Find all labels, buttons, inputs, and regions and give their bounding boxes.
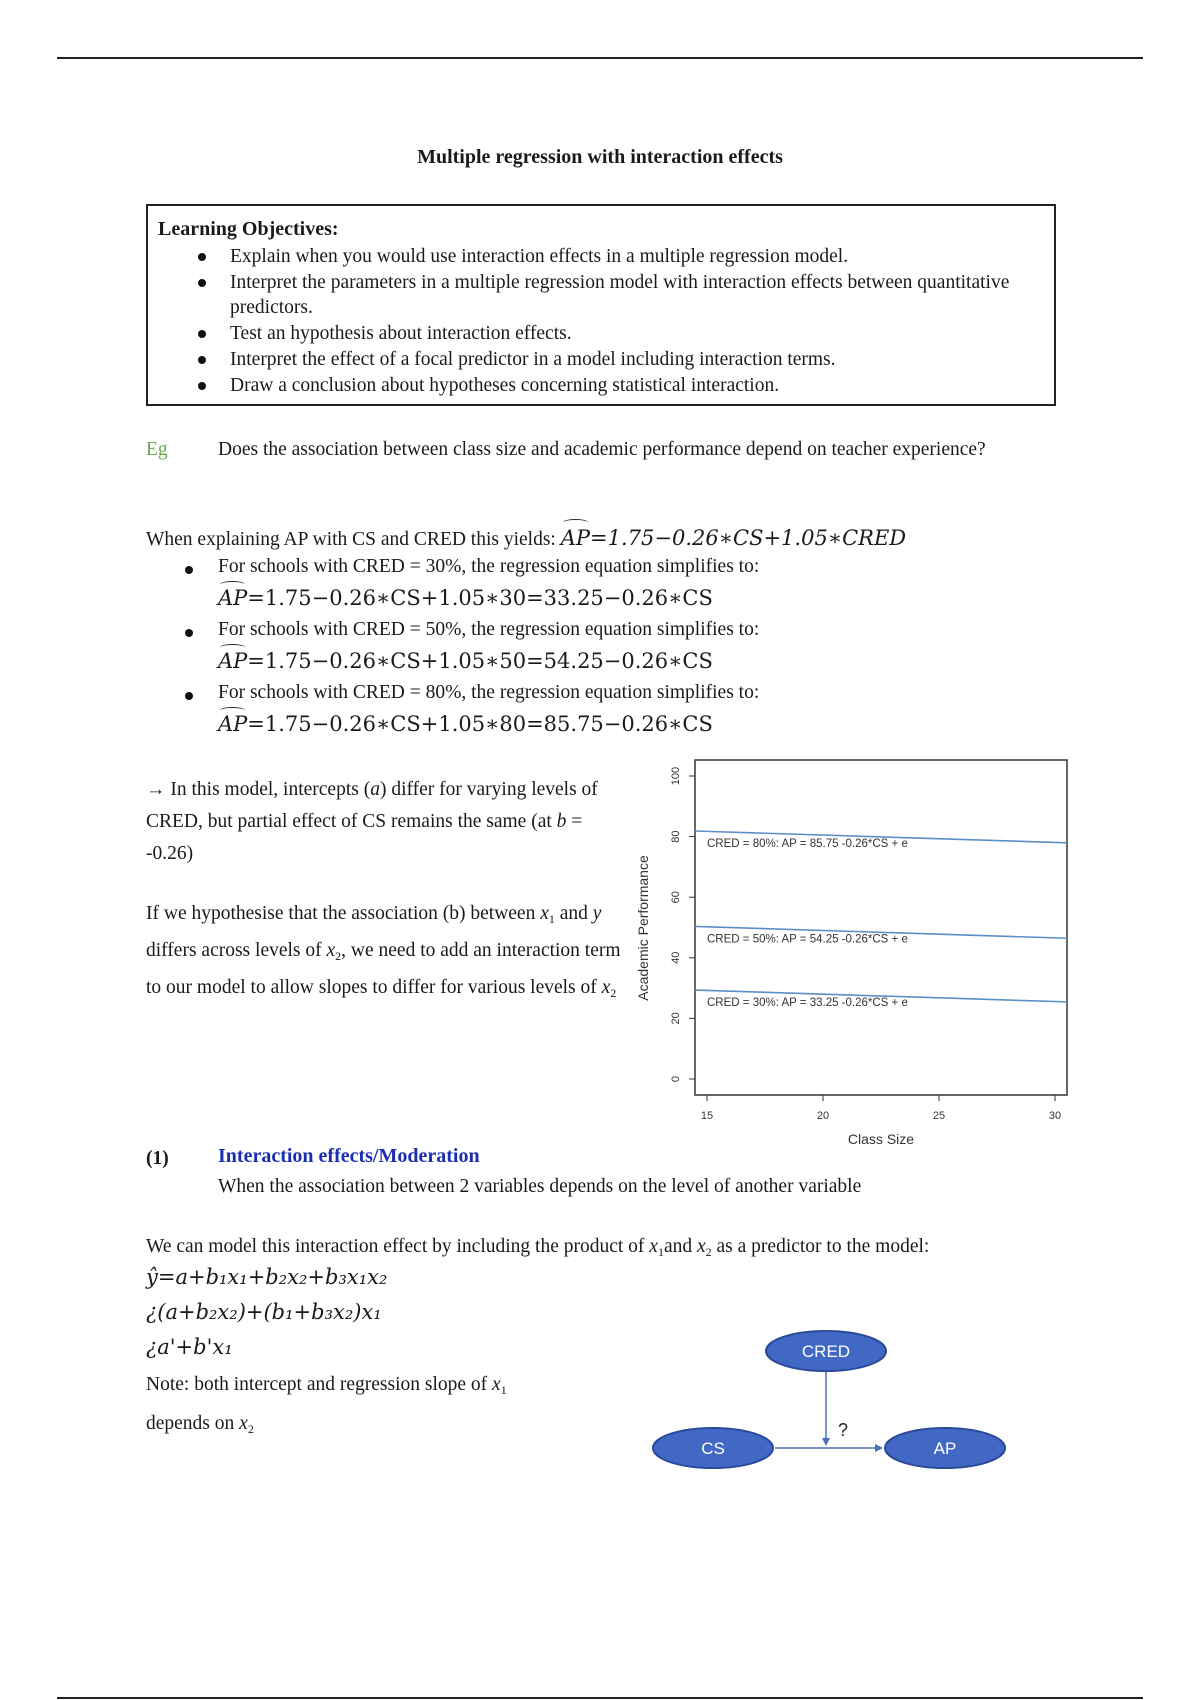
model-equation: AP=1.75−0.26∗CS+1.05∗CRED — [560, 526, 907, 550]
section-text: When the association between 2 variables depends on the level of another variable — [218, 1176, 862, 1197]
list-item: Interpret the parameters in a multiple regression model with interaction effects between quantitative predictors. — [148, 270, 1054, 320]
case-item: For schools with CRED = 30%, the regression equation simplifies to: — [175, 556, 759, 578]
bullet-icon — [185, 629, 193, 637]
interaction-note: Note: both intercept and regression slope of $x_1$ depends on $x_2$ — [146, 1374, 507, 1436]
outcome-label: AP — [933, 1439, 957, 1458]
model-intro: When explaining AP with CS and CRED this yields: AP=1.75−0.26∗CS+1.05∗CRED — [146, 526, 907, 550]
bullet-icon — [198, 253, 206, 261]
hypothesis-explanation: If we hypothesise that the association (b) between $x_1$ and y differs across levels of $x_2$, we need to add an interaction term to our model to allow slopes to differ for various levels of $x_2$ — [146, 903, 621, 1000]
list-item: Test an hypothesis about interaction effects. — [148, 321, 1054, 346]
bullet-icon — [198, 382, 206, 390]
series-label: CRED = 80%: AP = 85.75 -0.26*CS + e — [707, 837, 908, 850]
interaction-intro: We can model this interaction effect by including the product of $x_1and$ $x_2$ as a predictor to the model: — [146, 1236, 930, 1259]
bullet-icon — [198, 356, 206, 364]
section-number: (1) — [146, 1148, 169, 1169]
list-item: Draw a conclusion about hypotheses concerning statistical interaction. — [148, 373, 1054, 398]
bullet-icon — [185, 692, 193, 700]
x-tick-label: 25 — [932, 1110, 946, 1122]
section-heading: Interaction effects/Moderation — [218, 1145, 480, 1167]
moderation-question: ? — [838, 1420, 849, 1440]
x-tick-label: 15 — [700, 1110, 714, 1122]
y-axis-label: Academic Performance — [635, 855, 651, 1001]
moderation-diagram — [640, 1320, 1020, 1480]
bullet-icon — [185, 566, 193, 574]
y-tick-label: 20 — [670, 1012, 682, 1025]
case-equation: AP=1.75−0.26∗CS+1.05∗30=33.25−0.26∗CS — [218, 586, 713, 610]
arrowhead-icon — [875, 1444, 883, 1452]
regression-lines-chart — [630, 750, 1090, 1160]
x-tick-label: 30 — [1048, 1110, 1062, 1122]
y-tick-label: 80 — [670, 830, 682, 843]
page-title: Multiple regression with interaction effects — [417, 146, 783, 168]
series-label: CRED = 30%: AP = 33.25 -0.26*CS + e — [707, 997, 908, 1010]
x-axis-label: Class Size — [847, 1131, 915, 1147]
y-tick-label: 0 — [670, 1075, 682, 1083]
list-item: Interpret the effect of a focal predictor in a model including interaction terms. — [148, 347, 1054, 372]
case-item: For schools with CRED = 50%, the regression equation simplifies to: — [175, 619, 759, 641]
moderator-label: CRED — [801, 1342, 851, 1361]
y-tick-label: 40 — [670, 951, 682, 964]
objectives-list — [148, 244, 1054, 399]
case-item: For schools with CRED = 80%, the regression equation simplifies to: — [175, 682, 759, 704]
y-tick-label: 60 — [670, 891, 682, 904]
interaction-equation-2: ¿(a+b₂x₂)+(b₁+b₃x₂)x₁ — [146, 1300, 382, 1324]
list-item: Explain when you would use interaction effects in a multiple regression model. — [148, 244, 1054, 269]
example-label: Eg — [146, 439, 168, 460]
bullet-icon — [198, 279, 206, 287]
objectives-heading: Learning Objectives: — [158, 218, 339, 240]
top-rule — [57, 57, 1143, 59]
bullet-icon — [198, 330, 206, 338]
intercept-explanation: → In this model, intercepts (a) differ for varying levels of CRED, but partial effect of CS remains the same (at b = -0.26) — [146, 779, 598, 864]
interaction-equation-1: ŷ=a+b₁x₁+b₂x₂+b₃x₁x₂ — [146, 1265, 388, 1289]
interaction-equation-3: ¿a'+b'x₁ — [146, 1335, 233, 1359]
arrowhead-icon — [822, 1438, 830, 1446]
example-text: Does the association between class size and academic performance depend on teacher experience? — [218, 439, 986, 460]
case-equation: AP=1.75−0.26∗CS+1.05∗80=85.75−0.26∗CS — [218, 712, 713, 736]
bottom-rule — [57, 1697, 1143, 1699]
learning-objectives-box — [146, 204, 1056, 406]
x-tick-label: 20 — [816, 1110, 830, 1122]
predictor-label: CS — [701, 1439, 725, 1458]
series-label: CRED = 50%: AP = 54.25 -0.26*CS + e — [707, 933, 908, 946]
y-tick-label: 100 — [670, 766, 682, 786]
case-equation: AP=1.75−0.26∗CS+1.05∗50=54.25−0.26∗CS — [218, 649, 713, 673]
